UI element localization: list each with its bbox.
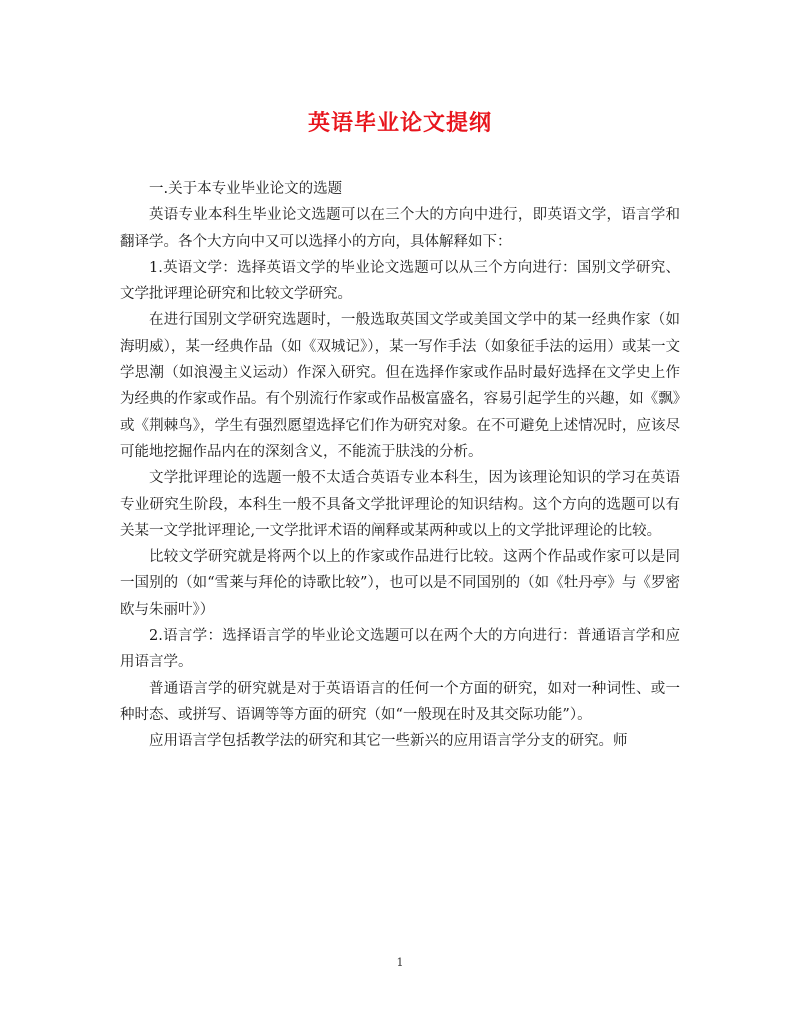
paragraph: 在进行国别文学研究选题时，一般选取英国文学或美国文学中的某一经典作家（如海明威），某一经典作品（如《双城记》），某一写作手法（如象征手法的运用）或某一文学思潮（如浪漫主义运动）作深入研究。但在选择作家或作品时最好选择在文学史上作为经典的作家或作品。有个别流行作家或作品极富盛名，容易引起学生的兴趣，如《飘》或《荆棘鸟》，学生有强烈愿望选择它们作为研究对象。在不可避免上述情况时，应该尽可能地挖掘作品内在的深刻含义，不能流于肤浅的分析。 <box>120 312 680 460</box>
paragraph: 1.英语文学：选择英语文学的毕业论文选题可以从三个方向进行：国别文学研究、文学批评理论研究和比较文学研究。 <box>120 259 680 303</box>
paragraph: 普通语言学的研究就是对于英语语言的任何一个方面的研究，如对一种词性、或一种时态、或拼写、语调等等方面的研究（如“一般现在时及其交际功能”）。 <box>120 680 680 723</box>
paragraph: 应用语言学包括教学法的研究和其它一些新兴的应用语言学分支的研究。师 <box>149 733 628 750</box>
paragraph: 比较文学研究就是将两个以上的作家或作品进行比较。这两个作品或作家可以是同一国别的（如“雪莱与拜伦的诗歌比较”），也可以是不同国别的（如《牡丹亭》与《罗密欧与朱丽叶》） <box>120 549 680 618</box>
paragraph: 2.语言学：选择语言学的毕业论文选题可以在两个大的方向进行：普通语言学和应用语言学。 <box>120 628 680 671</box>
section-heading: 一.关于本专业毕业论文的选题 <box>149 181 343 197</box>
paragraph: 英语专业本科生毕业论文选题可以在三个大的方向中进行，即英语文学，语言学和翻译学。各个大方向中又可以选择小的方向，具体解释如下： <box>120 207 680 250</box>
document-title: 英语毕业论文提纲 <box>307 110 492 136</box>
page-number: 1 <box>396 956 404 969</box>
document-body <box>120 176 680 755</box>
paragraph: 文学批评理论的选题一般不太适合英语专业本科生，因为该理论知识的学习在英语专业研究生阶段，本科生一般不具备文学批评理论的知识结构。这个方向的选题可以有关某一文学批评理论,一文学批评术语的阐释或某两种或以上的文学批评理论的比较。 <box>120 470 680 539</box>
